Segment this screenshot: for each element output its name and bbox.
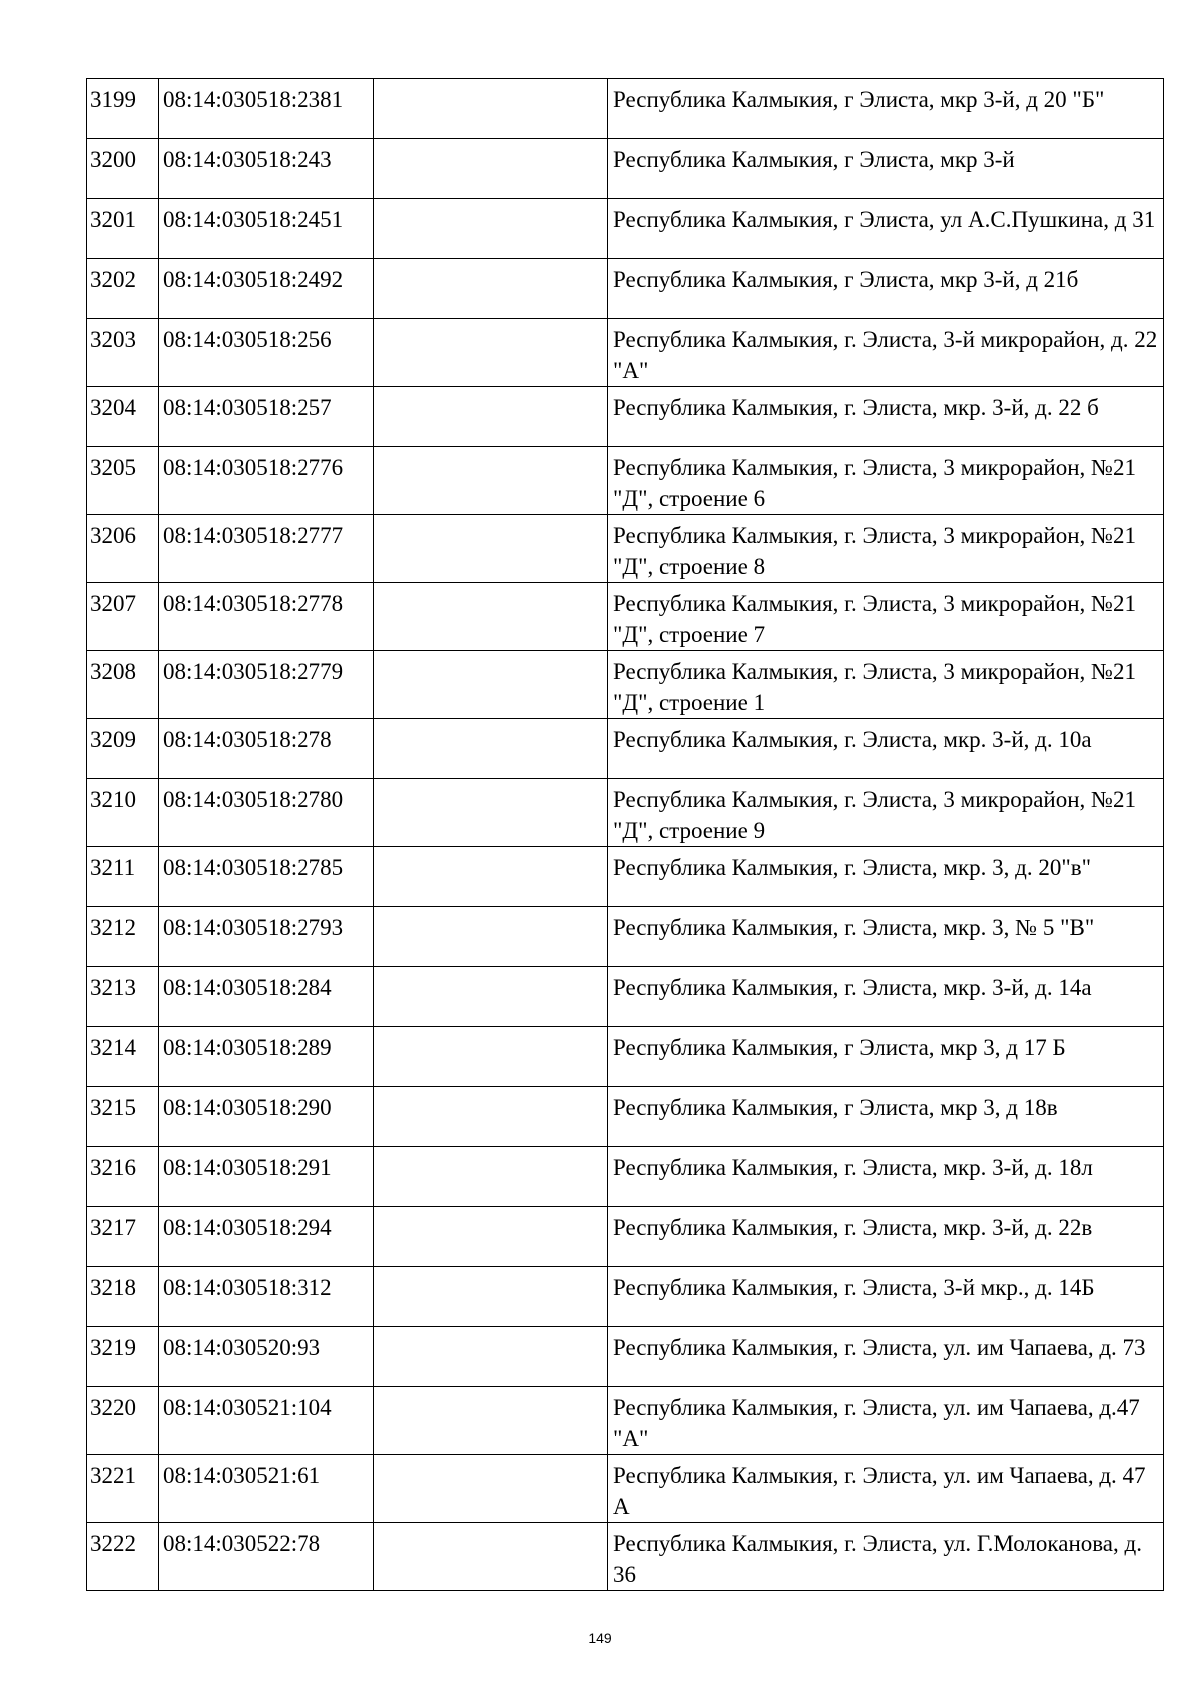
- cadastral-number: 08:14:030518:256: [159, 319, 374, 387]
- page-number: 149: [588, 1630, 612, 1646]
- cadastral-number: 08:14:030518:2779: [159, 651, 374, 719]
- address: Республика Калмыкия, г. Элиста, 3 микрорайон, №21 "Д", строение 6: [608, 447, 1164, 515]
- empty-cell: [374, 1267, 608, 1327]
- table-row: [87, 651, 1164, 719]
- property-table: [86, 78, 1164, 1591]
- table-row: [87, 1387, 1164, 1455]
- address: Республика Калмыкия, г. Элиста, мкр. 3-й, д. 18л: [608, 1147, 1164, 1207]
- table-row: [87, 719, 1164, 779]
- table-row: [87, 199, 1164, 259]
- address: Республика Калмыкия, г. Элиста, ул. им Чапаева, д.47 "А": [608, 1387, 1164, 1455]
- empty-cell: [374, 139, 608, 199]
- table-row: [87, 1267, 1164, 1327]
- empty-cell: [374, 779, 608, 847]
- address: Республика Калмыкия, г. Элиста, мкр. 3-й, д. 14а: [608, 967, 1164, 1027]
- cadastral-number: 08:14:030520:93: [159, 1327, 374, 1387]
- cadastral-number: 08:14:030518:2451: [159, 199, 374, 259]
- empty-cell: [374, 1027, 608, 1087]
- table-row: [87, 79, 1164, 139]
- empty-cell: [374, 583, 608, 651]
- address: Республика Калмыкия, г. Элиста, мкр. 3-й, д. 22 б: [608, 387, 1164, 447]
- address: Республика Калмыкия, г. Элиста, 3 микрорайон, №21 "Д", строение 9: [608, 779, 1164, 847]
- address: Республика Калмыкия, г Элиста, ул А.С.Пушкина, д 31: [608, 199, 1164, 259]
- address: Республика Калмыкия, г. Элиста, мкр. 3-й, д. 22в: [608, 1207, 1164, 1267]
- cadastral-number: 08:14:030518:290: [159, 1087, 374, 1147]
- empty-cell: [374, 1523, 608, 1591]
- row-number: 3200: [87, 139, 159, 199]
- address: Республика Калмыкия, г Элиста, мкр 3-й: [608, 139, 1164, 199]
- row-number: 3215: [87, 1087, 159, 1147]
- address: Республика Калмыкия, г. Элиста, ул. им Чапаева, д. 47 А: [608, 1455, 1164, 1523]
- table-row: [87, 515, 1164, 583]
- cadastral-number: 08:14:030522:78: [159, 1523, 374, 1591]
- table-body: [87, 79, 1164, 1591]
- row-number: 3222: [87, 1523, 159, 1591]
- row-number: 3209: [87, 719, 159, 779]
- cadastral-number: 08:14:030518:2785: [159, 847, 374, 907]
- table-row: [87, 319, 1164, 387]
- address: Республика Калмыкия, г Элиста, мкр 3-й, д 21б: [608, 259, 1164, 319]
- row-number: 3214: [87, 1027, 159, 1087]
- row-number: 3204: [87, 387, 159, 447]
- empty-cell: [374, 1207, 608, 1267]
- table-row: [87, 1027, 1164, 1087]
- row-number: 3203: [87, 319, 159, 387]
- table-row: [87, 1327, 1164, 1387]
- row-number: 3211: [87, 847, 159, 907]
- table-row: [87, 1455, 1164, 1523]
- table-row: [87, 139, 1164, 199]
- address: Республика Калмыкия, г. Элиста, мкр. 3, № 5 "В": [608, 907, 1164, 967]
- address: Республика Калмыкия, г. Элиста, ул. им Чапаева, д. 73: [608, 1327, 1164, 1387]
- empty-cell: [374, 79, 608, 139]
- empty-cell: [374, 387, 608, 447]
- table-row: [87, 1523, 1164, 1591]
- cadastral-number: 08:14:030518:2776: [159, 447, 374, 515]
- row-number: 3208: [87, 651, 159, 719]
- address: Республика Калмыкия, г. Элиста, 3 микрорайон, №21 "Д", строение 1: [608, 651, 1164, 719]
- address: Республика Калмыкия, г. Элиста, ул. Г.Молоканова, д. 36: [608, 1523, 1164, 1591]
- table-row: [87, 583, 1164, 651]
- cadastral-number: 08:14:030521:104: [159, 1387, 374, 1455]
- empty-cell: [374, 1087, 608, 1147]
- address: Республика Калмыкия, г Элиста, мкр 3, д 17 Б: [608, 1027, 1164, 1087]
- row-number: 3202: [87, 259, 159, 319]
- address: Республика Калмыкия, г. Элиста, 3 микрорайон, №21 "Д", строение 8: [608, 515, 1164, 583]
- address: Республика Калмыкия, г. Элиста, мкр. 3-й, д. 10а: [608, 719, 1164, 779]
- cadastral-number: 08:14:030518:289: [159, 1027, 374, 1087]
- cadastral-number: 08:14:030518:2381: [159, 79, 374, 139]
- empty-cell: [374, 1387, 608, 1455]
- row-number: 3219: [87, 1327, 159, 1387]
- empty-cell: [374, 447, 608, 515]
- cadastral-number: 08:14:030518:2778: [159, 583, 374, 651]
- address: Республика Калмыкия, г. Элиста, 3 микрорайон, №21 "Д", строение 7: [608, 583, 1164, 651]
- row-number: 3199: [87, 79, 159, 139]
- row-number: 3207: [87, 583, 159, 651]
- empty-cell: [374, 719, 608, 779]
- table-row: [87, 447, 1164, 515]
- empty-cell: [374, 1147, 608, 1207]
- table-row: [87, 259, 1164, 319]
- empty-cell: [374, 967, 608, 1027]
- table-row: [87, 387, 1164, 447]
- row-number: 3210: [87, 779, 159, 847]
- row-number: 3218: [87, 1267, 159, 1327]
- row-number: 3213: [87, 967, 159, 1027]
- row-number: 3201: [87, 199, 159, 259]
- cadastral-number: 08:14:030518:2492: [159, 259, 374, 319]
- cadastral-number: 08:14:030518:291: [159, 1147, 374, 1207]
- cadastral-number: 08:14:030518:312: [159, 1267, 374, 1327]
- empty-cell: [374, 319, 608, 387]
- row-number: 3212: [87, 907, 159, 967]
- cadastral-number: 08:14:030518:2793: [159, 907, 374, 967]
- empty-cell: [374, 907, 608, 967]
- row-number: 3216: [87, 1147, 159, 1207]
- cadastral-number: 08:14:030518:278: [159, 719, 374, 779]
- address: Республика Калмыкия, г. Элиста, 3-й микрорайон, д. 22 "А": [608, 319, 1164, 387]
- row-number: 3217: [87, 1207, 159, 1267]
- cadastral-number: 08:14:030521:61: [159, 1455, 374, 1523]
- empty-cell: [374, 847, 608, 907]
- cadastral-number: 08:14:030518:243: [159, 139, 374, 199]
- row-number: 3205: [87, 447, 159, 515]
- row-number: 3221: [87, 1455, 159, 1523]
- cadastral-number: 08:14:030518:257: [159, 387, 374, 447]
- table-row: [87, 1147, 1164, 1207]
- cadastral-number: 08:14:030518:294: [159, 1207, 374, 1267]
- table-row: [87, 847, 1164, 907]
- cadastral-number: 08:14:030518:284: [159, 967, 374, 1027]
- table-row: [87, 1087, 1164, 1147]
- empty-cell: [374, 651, 608, 719]
- address: Республика Калмыкия, г Элиста, мкр 3-й, д 20 "Б": [608, 79, 1164, 139]
- address: Республика Калмыкия, г Элиста, мкр 3, д 18в: [608, 1087, 1164, 1147]
- table-row: [87, 779, 1164, 847]
- cadastral-number: 08:14:030518:2780: [159, 779, 374, 847]
- table-row: [87, 967, 1164, 1027]
- table-row: [87, 1207, 1164, 1267]
- empty-cell: [374, 199, 608, 259]
- table-row: [87, 907, 1164, 967]
- row-number: 3206: [87, 515, 159, 583]
- address: Республика Калмыкия, г. Элиста, 3-й мкр., д. 14Б: [608, 1267, 1164, 1327]
- address: Республика Калмыкия, г. Элиста, мкр. 3, д. 20"в": [608, 847, 1164, 907]
- row-number: 3220: [87, 1387, 159, 1455]
- empty-cell: [374, 1327, 608, 1387]
- empty-cell: [374, 515, 608, 583]
- empty-cell: [374, 1455, 608, 1523]
- empty-cell: [374, 259, 608, 319]
- cadastral-number: 08:14:030518:2777: [159, 515, 374, 583]
